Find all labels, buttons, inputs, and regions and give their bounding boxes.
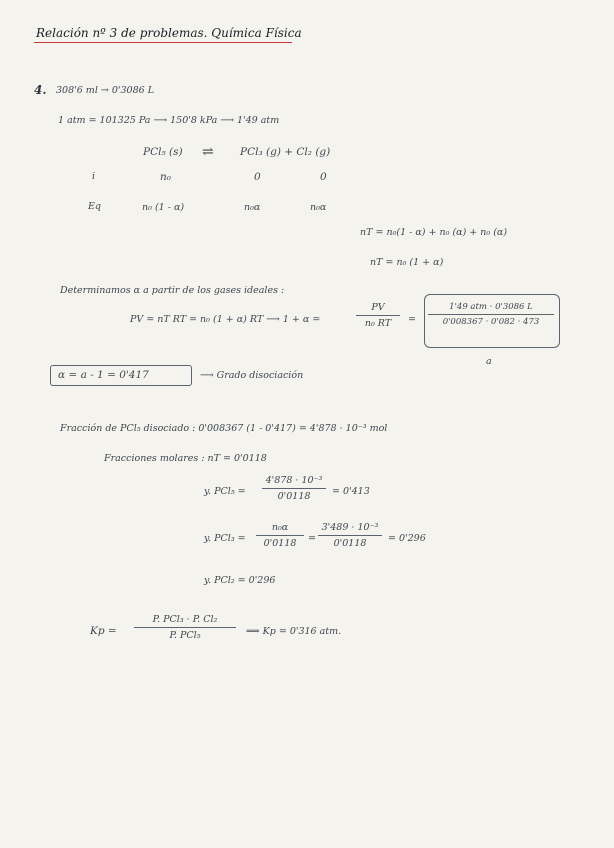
y-pcl3-denominator-symbolic: 0'0118 (263, 538, 297, 549)
fraction-values (428, 302, 554, 327)
y-pcl3-equals: = (308, 533, 316, 544)
y-pcl5-fraction (262, 475, 326, 502)
y-pcl3-denominator-values: 0'0118 (333, 538, 367, 549)
page-title: Relación nº 3 de problemas. Química Física (36, 26, 302, 40)
y-pcl3-fraction-symbolic (256, 522, 304, 549)
kp-denominator: P. PCl₅ (169, 630, 201, 641)
kp-result: ⟹ Kp = 0'316 atm. (246, 626, 342, 637)
y-pcl3-label: y. PCl₃ = (204, 533, 246, 544)
initial-cl2: 0 (320, 171, 327, 183)
y-pcl5-denominator: 0'0118 (277, 491, 311, 502)
kp-fraction (134, 614, 236, 641)
fraction-bar (356, 315, 400, 316)
volume-conversion: 308'6 ml → 0'3086 L (56, 85, 155, 96)
fraction-pv-nrt (356, 302, 400, 329)
result-label: a (486, 356, 492, 367)
fraction-numerator: PV (371, 302, 385, 313)
dissociated-fraction: Fracción de PCl₅ disociado : 0'008367 (1 - 0'417) = 4'878 · 10⁻³ mol (60, 423, 388, 434)
y-pcl3-result: = 0'296 (388, 533, 426, 544)
y-pcl3-bar-values (318, 535, 382, 536)
title-underline (34, 42, 292, 43)
row-equilibrium-label: Eq (88, 201, 102, 212)
y-pcl3-bar-symbolic (256, 535, 304, 536)
eq-pcl5: n₀ (1 - α) (142, 202, 185, 213)
problem-number: 4. (34, 83, 47, 97)
kp-bar (134, 627, 236, 628)
fraction-denominator: n₀ RT (364, 318, 392, 329)
y-pcl3-numerator-symbolic: n₀α (271, 522, 289, 533)
fraction-values-bar (428, 314, 554, 315)
equilibrium-arrow: ⇌ (202, 144, 214, 160)
alpha-result: α = a - 1 = 0'417 (58, 369, 149, 381)
y-cl2-result: y. PCl₂ = 0'296 (204, 575, 276, 586)
pressure-conversion: 1 atm = 101325 Pa ⟶ 150'8 kPa ⟶ 1'49 atm (58, 115, 280, 126)
fraction-values-numerator: 1'49 atm · 0'3086 L (449, 302, 533, 312)
determine-alpha-text: Determinamos α a partir de los gases ideales : (60, 285, 285, 296)
products: PCl₃ (g) + Cl₂ (g) (240, 146, 331, 158)
eq-cl2: n₀α (310, 202, 327, 213)
y-pcl3-fraction-values (318, 522, 382, 549)
reactant: PCl₅ (s) (143, 146, 183, 158)
kp-numerator: P. PCl₃ · P. Cl₂ (152, 614, 218, 625)
fraction-values-denominator: 0'008367 · 0'082 · 473 (442, 317, 540, 327)
equals-sign: = (408, 314, 416, 325)
molar-fractions-label: Fracciones molares : nT = 0'0118 (104, 453, 267, 464)
dissociation-degree-label: ⟶ Grado disociación (200, 370, 304, 381)
y-pcl5-numerator: 4'878 · 10⁻³ (265, 475, 323, 486)
initial-pcl3: 0 (254, 171, 261, 183)
initial-pcl5: n₀ (160, 171, 171, 183)
y-pcl5-label: y. PCl₅ = (204, 486, 246, 497)
y-pcl5-bar (262, 488, 326, 489)
row-initial-label: i (92, 171, 96, 182)
kp-label: Kp = (90, 625, 117, 637)
eq-pcl3: n₀α (244, 202, 261, 213)
total-moles-simplified: nT = n₀ (1 + α) (370, 257, 444, 268)
y-pcl5-result: = 0'413 (332, 486, 370, 497)
ideal-gas-equation: PV = nT RT = n₀ (1 + α) RT ⟶ 1 + α = (130, 314, 321, 325)
y-pcl3-numerator-values: 3'489 · 10⁻³ (321, 522, 379, 533)
total-moles-expression: nT = n₀(1 - α) + n₀ (α) + n₀ (α) (360, 227, 508, 238)
